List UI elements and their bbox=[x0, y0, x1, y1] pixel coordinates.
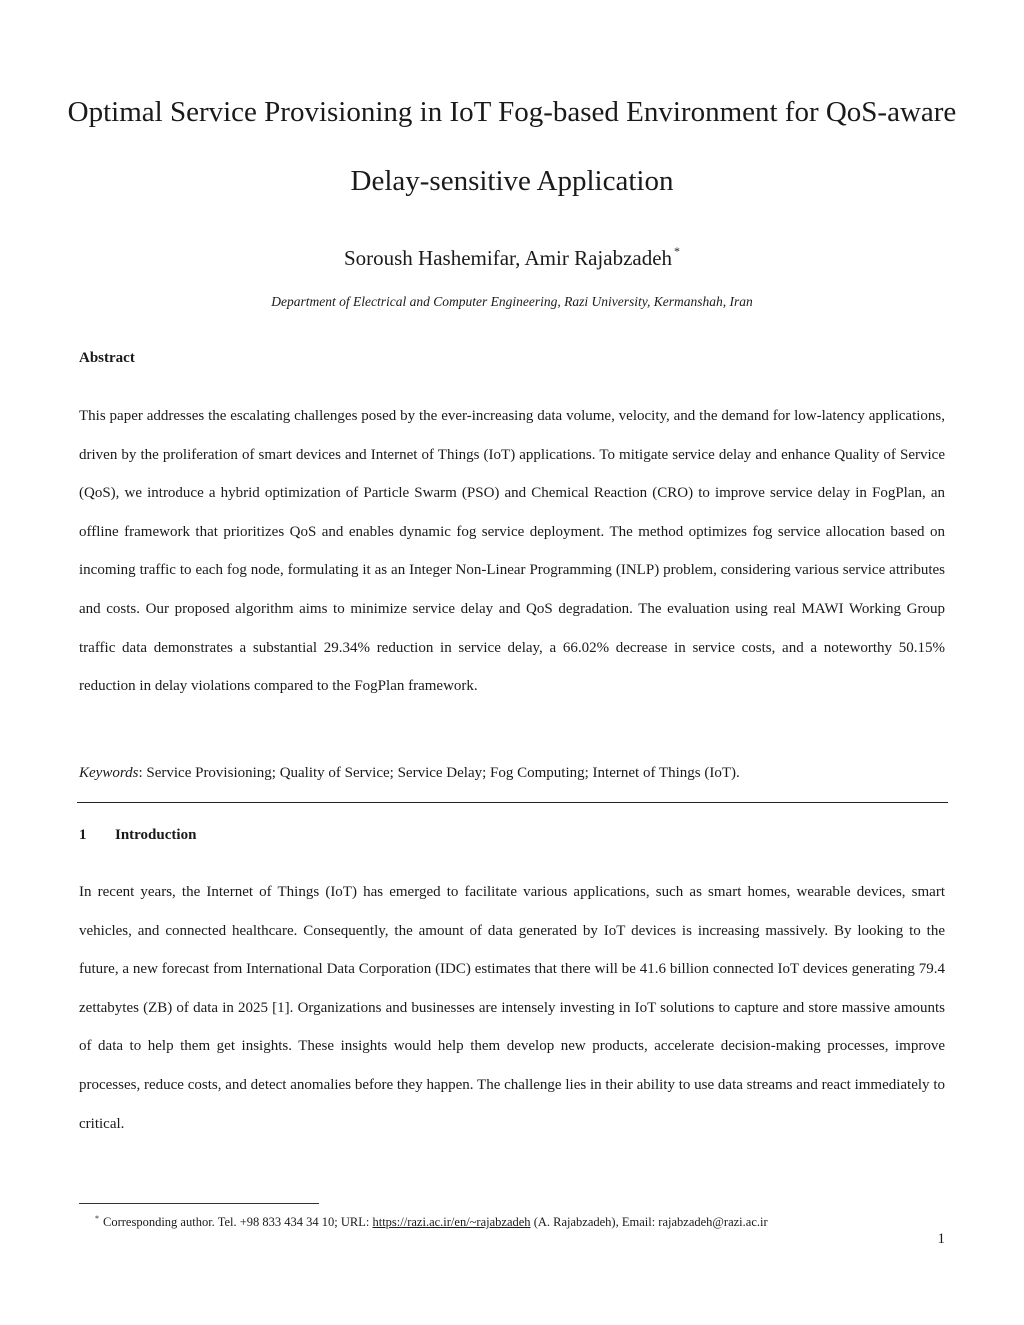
author-url-link[interactable]: https://razi.ac.ir/en/~rajabzadeh bbox=[372, 1215, 531, 1229]
corresponding-author-mark: * bbox=[674, 244, 681, 258]
paper-title: Optimal Service Provisioning in IoT Fog-based Environment for QoS-aware Delay-sensitive Application bbox=[67, 96, 957, 197]
affiliation: Department of Electrical and Computer Engineering, Razi University, Kermanshah, Iran bbox=[271, 294, 753, 309]
introduction-heading bbox=[79, 825, 196, 845]
abstract-heading: Abstract bbox=[79, 350, 135, 366]
keywords bbox=[79, 763, 945, 783]
footnote bbox=[95, 1210, 768, 1231]
footnote-text-before: Corresponding author. Tel. +98 833 434 34 10; URL: bbox=[103, 1215, 373, 1229]
section-divider bbox=[77, 802, 948, 803]
author-list bbox=[0, 236, 1024, 273]
introduction-body: In recent years, the Internet of Things (IoT) has emerged to facilitate various applications, such as smart homes, wearable devices, smart vehicles, and connected healthcare. Consequently, the amount of data generated by IoT devices is increasing massively. By looking to the future, a new forecast from International Data Corporation (IDC) estimates that there will be 41.6 billion connected IoT devices generating 79.4 zettabytes (ZB) of data in 2025 [1]. Organizations and businesses are intensely investing in IoT solutions to capture and store massive amounts of data to help them get insights. These insights would help them develop new products, accelerate decision-making processes, improve processes, reduce costs, and detect anomalies before they happen. The challenge lies in their ability to use data streams and react immediately to critical. bbox=[79, 884, 945, 1132]
page-number: 1 bbox=[937, 1231, 945, 1247]
authors-names: Soroush Hashemifar, Amir Rajabzadeh bbox=[343, 246, 673, 270]
footnote-mark: * bbox=[95, 1214, 99, 1223]
abstract-body: This paper addresses the escalating challenges posed by the ever-increasing data volume, velocity, and the demand for low-latency applications, driven by the proliferation of smart devices and Internet of Things (IoT) applications. To mitigate service delay and enhance Quality of Service (QoS), we introduce a hybrid optimization of Particle Swarm (PSO) and Chemical Reaction (CRO) to improve service delay in FogPlan, an offline framework that prioritizes QoS and enables dynamic fog service deployment. The method optimizes fog service allocation based on incoming traffic to each fog node, formulating it as an Integer Non-Linear Programming (INLP) problem, considering various service attributes and costs. Our proposed algorithm aims to minimize service delay and QoS degradation. The evaluation using real MAWI Working Group traffic data demonstrates a substantial 29.34% reduction in service delay, a 66.02% decrease in service costs, and a noteworthy 50.15% reduction in delay violations compared to the FogPlan framework. bbox=[79, 408, 945, 695]
section-title: Introduction bbox=[115, 827, 197, 843]
keywords-label: Keywords bbox=[79, 765, 139, 781]
section-number: 1 bbox=[79, 827, 87, 843]
footnote-divider bbox=[79, 1203, 319, 1204]
footnote-text-after: (A. Rajabzadeh), Email: rajabzadeh@razi.ac.ir bbox=[530, 1215, 768, 1229]
keywords-list: : Service Provisioning; Quality of Service; Service Delay; Fog Computing; Internet of Things (IoT). bbox=[138, 765, 740, 781]
